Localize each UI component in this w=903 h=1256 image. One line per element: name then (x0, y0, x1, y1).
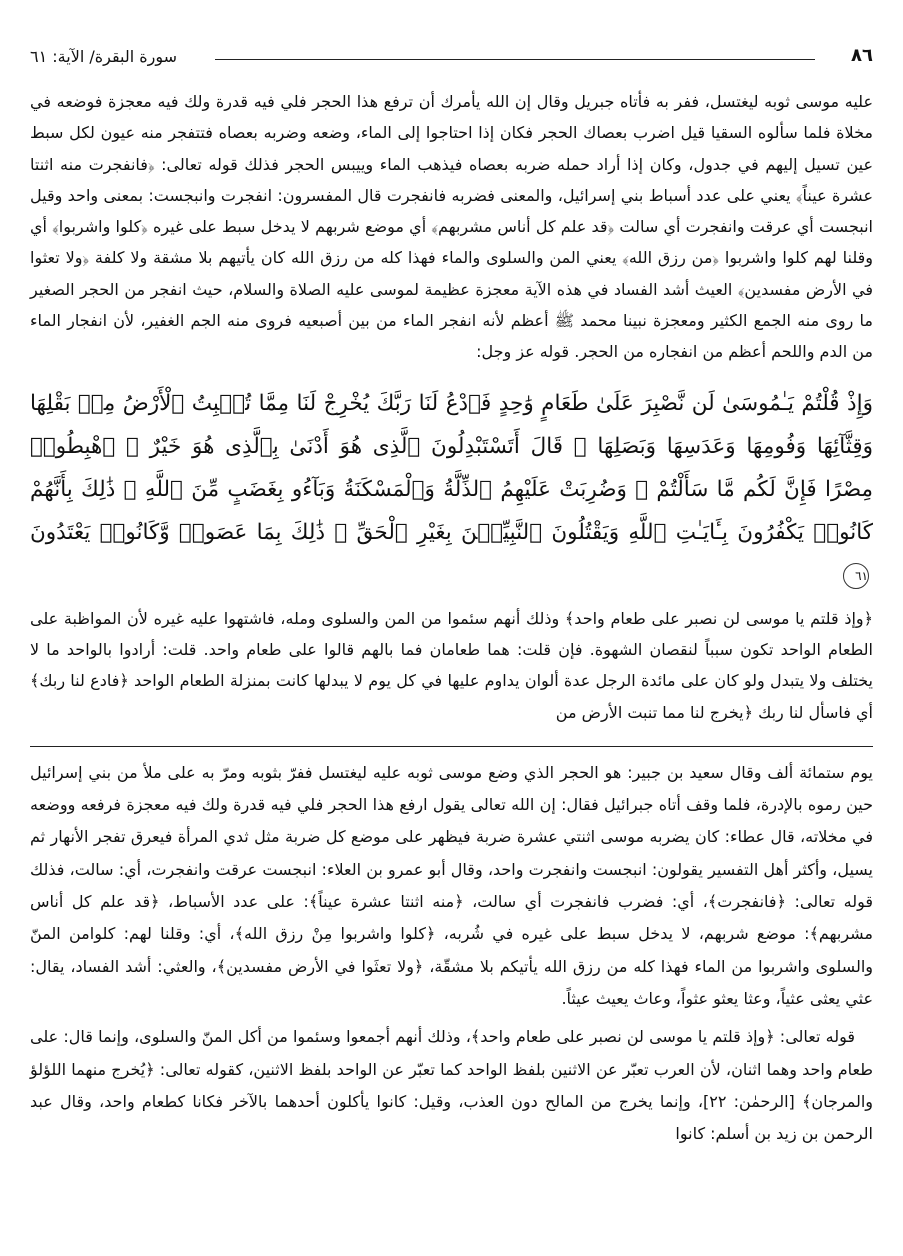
footnotes-section (30, 757, 873, 1151)
ayah-number-marker: ٦١ (843, 563, 869, 589)
footnote-paragraph-1: يوم ستمائة ألف وقال سعيد بن جبير: هو الحجر الذي وضع موسى ثوبه عليه ليغتسل ففرّ بثوبه ومرّ به على ملأ من بني إسرائيل حين رموه بالإدرة، فلما وقف أتاه جبرائيل فقال: إن الله تعالى يقول ارفع هذا الحجر فلي فيه قدرة ولك فيه معجزة فرفعه ووضعه في مخلاته، قال عطاء: كان يضربه موسى اثنتي عشرة ضربة فيظهر على موضع كل ضربة مثل ثدي المرأة فيعرق تفجر الأنهار ثم يسيل، وأكثر أهل التفسير يقولون: انبجست وانفجرت واحد، وقال أبو عمرو بن العلاء: انبجست عرقت وانفجرت، أي: سالت، فذلك قوله تعالى: ﴿فانفجرت﴾، أي: فضرب فانفجرت أي سالت، ﴿منه اثنتا عشرة عيناً﴾: على عدد الأسباط، ﴿قد علم كل أناس مشربهم﴾: موضع شربهم، لا يدخل سبط على غيره في شُربه، ﴿كلوا واشربوا مِنْ رزق الله﴾، أي: وقلنا لهم: كلوامن المنّ والسلوى واشربوا من الماء فهذا كله من رزق الله يأتيكم بلا مشقّة، ﴿ولا تعثَوا في الأرض مفسدين﴾، والعثي: أشد الفساد، يقال: عثي يعثى عثياً، وعثا يعثو عثواً، وعاث يعيث عيثاً. (30, 762, 873, 1008)
book-page (30, 38, 873, 1238)
header-rule (215, 59, 815, 60)
page-number: ٨٦ (851, 45, 873, 66)
quran-verse-block (30, 382, 873, 597)
page-header (30, 38, 873, 68)
commentary-paragraph-2: ﴿وإذ قلتم يا موسى لن نصبر على طعام واحد﴾ وذلك أنهم سئموا من المن والسلوى ومله، فاشتهوا عليه غيره لأن المواظبة على الطعام الواحد تكون سبباً لنقصان الشهوة. فإن قلت: هما طعامان فما بالهم قالوا على طعام واحد. قلت: أرادوا بالواحد ما لا يختلف ولا يتبدل ولو كان على مائدة الرجل عدة ألوان يداوم عليها في كل يوم لا يبدلها كانت بمنزلة الطعام الواحد ﴿فادع لنا ربك﴾ أي فاسأل لنا ربك ﴿يخرج لنا مما تنبت الأرض من (30, 608, 873, 722)
footnote-divider (30, 746, 873, 747)
footnote-paragraph-2: قوله تعالى: ﴿وإذ قلتم يا موسى لن نصبر على طعام واحد﴾، وذلك أنهم أجمعوا وسئموا من أكل المنّ والسلوى، وإنما قال: على طعام واحد وهما اثنان، لأن العرب تعبّر عن الاثنين بلفظ الواحد كما تعبّر عن الواحد بلفظ الاثنين، كقوله تعالى: ﴿يُخرج منهما اللؤلؤ والمرجان﴾ [الرحمٰن: ٢٢]، وإنما يخرج من المالح دون العذب، وقيل: كانوا يأكلون أحدهما بالآخر فكانا كطعام واحد، وقال عبد الرحمن بن زيد بن أسلم: كانوا (30, 1027, 873, 1144)
quran-verse-text: وَإِذْ قُلْتُمْ يَـٰمُوسَىٰ لَن نَّصْبِرَ عَلَىٰ طَعَامٍ وَٰحِدٍ فَٱدْعُ لَنَا رَبَّكَ يُخْرِجْ لَنَا مِمَّا تُنۢبِتُ ٱلْأَرْضُ مِنۢ بَقْلِهَا وَقِثَّآئِهَا وَفُومِهَا وَعَدَسِهَا وَبَصَلِهَا ۖ قَالَ أَتَسْتَبْدِلُونَ ٱلَّذِى هُوَ أَدْنَىٰ بِٱلَّذِى هُوَ خَيْرٌ ۚ ٱهْبِطُوا۟ مِصْرًا فَإِنَّ لَكُم مَّا سَأَلْتُمْ ۗ وَضُرِبَتْ عَلَيْهِمُ ٱلذِّلَّةُ وَٱلْمَسْكَنَةُ وَبَآءُو بِغَضَبٍ مِّنَ ٱللَّهِ ۗ ذَٰلِكَ بِأَنَّهُمْ كَانُوا۟ يَكْفُرُونَ بِـَٔايَـٰتِ ٱللَّهِ وَيَقْتُلُونَ ٱلنَّبِيِّـۧنَ بِغَيْرِ ٱلْحَقِّ ۗ ذَٰلِكَ بِمَا عَصَوا۟ وَّكَانُوا۟ يَعْتَدُونَ (30, 390, 873, 545)
commentary-paragraph-1: عليه موسى ثوبه ليغتسل، ففر به فأتاه جبريل وقال إن الله يأمرك أن ترفع هذا الحجر فلي فيه قدرة ولك فيه معجزة فوضعه في مخلاة فلما سألوه السقيا قيل اضرب بعصاك الحجر فكان إذا احتاجوا إلى الماء، وضعه وضربه بعصاه فتتفجر منه عيون لكل سبط عين تسيل إليهم في جدول، وكان إذا أراد حمله ضربه بعصاه فيذهب الماء وييبس الحجر فذلك قوله تعالى: ﴿فانفجرت منه اثنتا عشرة عيناً﴾ يعني على عدد أسباط بني إسرائيل، والمعنى فضربه فانفجرت قال المفسرون: انفجرت وانبجست: بمعنى واحد وقيل انبجست أي عرقت وانفجرت أي سالت ﴿قد علم كل أناس مشربهم﴾ أي موضع شربهم لا يدخل سبط على غيره ﴿كلوا واشربوا﴾ أي وقلنا لهم كلوا واشربوا ﴿من رزق الله﴾ يعني المن والسلوى والماء فهذا كله من رزق الله كان يأتيهم بلا مشقة ولا كلفة ﴿ولا تعثوا في الأرض مفسدين﴾ العيث أشد الفساد في هذه الآية معجزة عظيمة لموسى عليه الصلاة والسلام، حيث انفجر من الحجر الصغير ما روى منه الجمع الكثير ومعجزة نبينا محمد ﷺ أعظم لأنه انفجر الماء من بين أصبعيه فروى منه الجم الغفير، لأن انفجار الماء من الدم واللحم أعظم من انفجاره من الحجر. قوله عز وجل: (30, 92, 873, 362)
surah-title: سورة البقرة/ الآية: ٦١ (30, 47, 178, 66)
